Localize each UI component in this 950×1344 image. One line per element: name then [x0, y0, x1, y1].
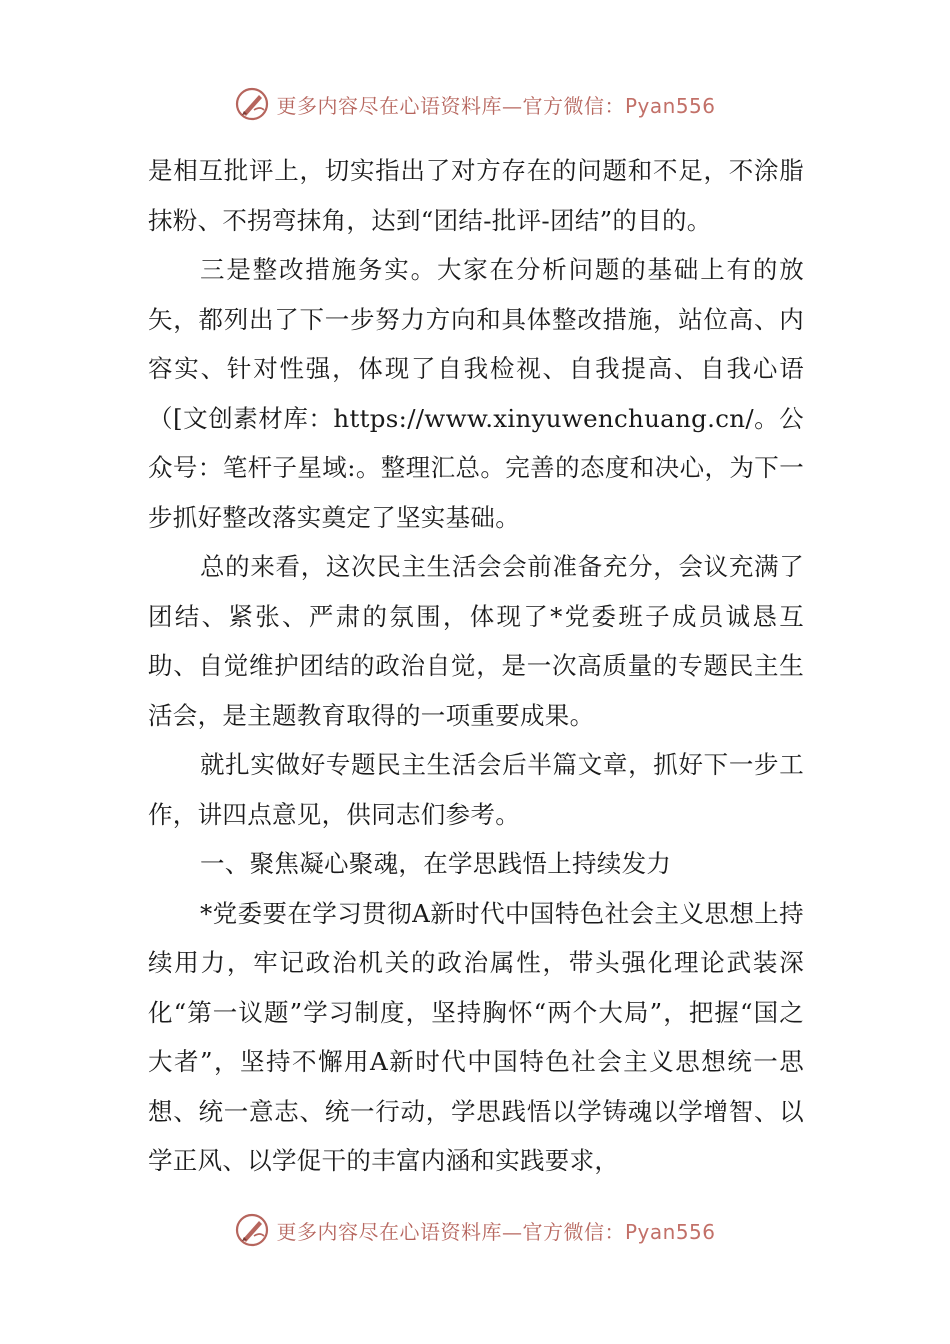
section-heading-1: 一、聚焦凝心聚魂，在学思践悟上持续发力 [200, 849, 672, 878]
watermark-label: 更多内容尽在心语资料库—官方微信： [276, 1219, 625, 1244]
paragraph-4: 就扎实做好专题民主生活会后半篇文章，抓好下一步工作，讲四点意见，供同志们参考。 [148, 750, 804, 829]
paragraph-3: 总的来看，这次民主生活会会前准备充分，会议充满了团结、紧张、严肃的氛围，体现了*党委班子成员诚恳互助、自觉维护团结的政治自觉，是一次高质量的专题民主生活会，是主题教育取得的一项重要成果。 [148, 552, 804, 730]
watermark-text [276, 90, 715, 119]
watermark-text [276, 1216, 715, 1245]
header-watermark [0, 82, 950, 126]
watermark-contact: Pyan556 [624, 93, 716, 118]
pen-logo-icon [234, 1212, 270, 1248]
document-body [148, 146, 804, 1186]
watermark-contact: Pyan556 [624, 1219, 716, 1244]
paragraph-1: 是相互批评上，切实指出了对方存在的问题和不足，不涂脂抹粉、不拐弯抹角，达到“团结-批评-团结”的目的。 [148, 156, 804, 235]
footer-watermark [0, 1208, 950, 1252]
pen-logo-icon [234, 86, 270, 122]
paragraph-5: *党委要在学习贯彻A新时代中国特色社会主义思想上持续用力，牢记政治机关的政治属性，带头强化理论武装深化“第一议题”学习制度，坚持胸怀“两个大局”，把握“国之大者”，坚持不懈用A新时代中国特色社会主义思想统一思想、统一意志、统一行动，学思践悟以学铸魂以学增智、以学正风、以学促干的丰富内涵和实践要求， [148, 898, 804, 1175]
watermark-label: 更多内容尽在心语资料库—官方微信： [276, 93, 625, 118]
paragraph-2: 三是整改措施务实。大家在分析问题的基础上有的放矢，都列出了下一步努力方向和具体整改措施，站位高、内容实、针对性强，体现了自我检视、自我提高、自我心语（[文创素材库：https://www.xinyuwenchuang.cn/。公众号：笔杆子星域:。整理汇总。完善的态度和决心，为下一步抓好整改落实奠定了坚实基础。 [148, 255, 804, 532]
